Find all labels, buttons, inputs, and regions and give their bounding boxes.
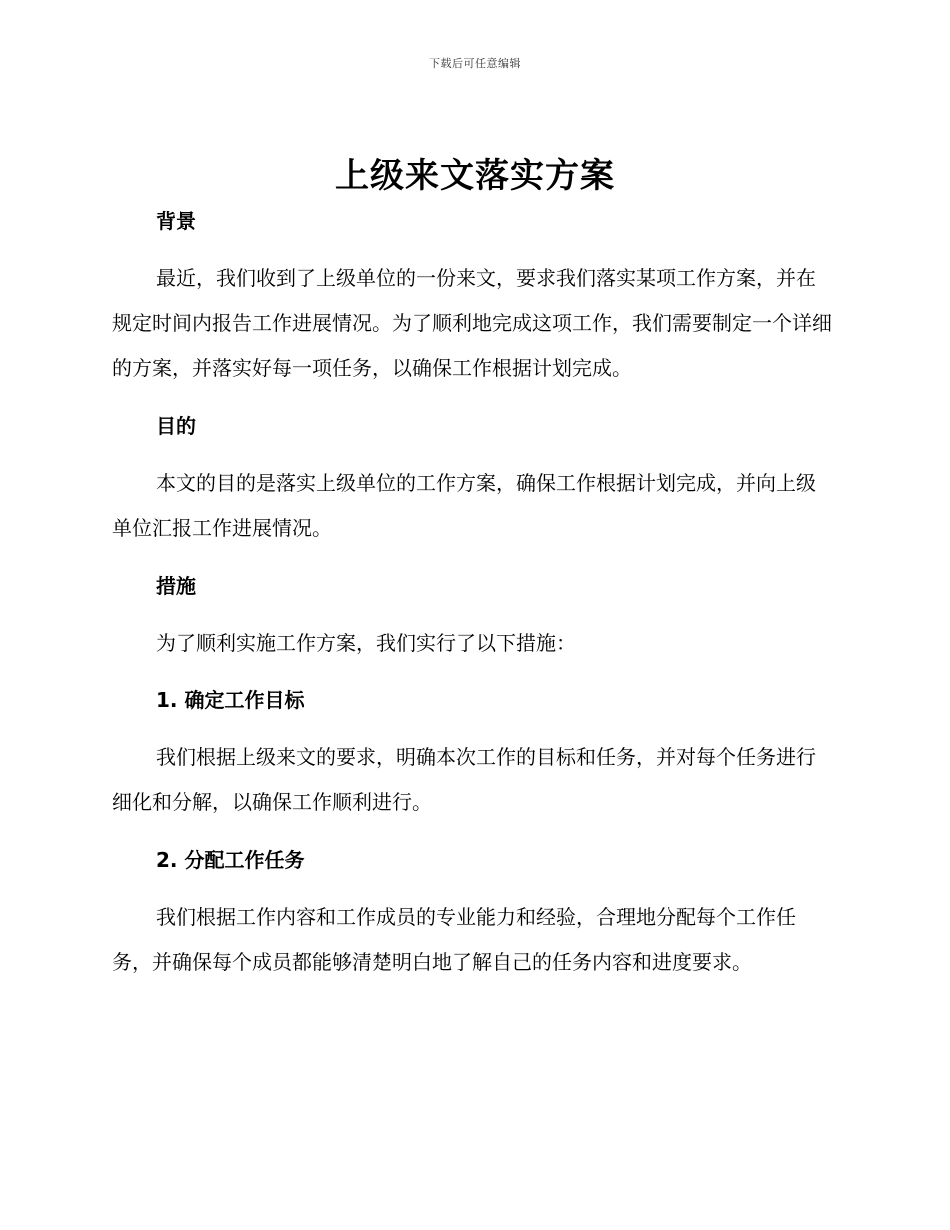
document-title: 上级来文落实方案 xyxy=(335,156,615,196)
section-heading: 背景 xyxy=(156,209,196,233)
section-heading: 2. 分配工作任务 xyxy=(156,848,305,872)
section-purpose xyxy=(112,404,832,551)
section-paragraph: 我们根据工作内容和工作成员的专业能力和经验，合理地分配每个工作任务，并确保每个成员都能够清楚明白地了解自己的任务内容和进度要求。 xyxy=(112,905,796,974)
section-heading: 1. 确定工作目标 xyxy=(156,688,305,712)
section-heading: 目的 xyxy=(156,414,196,438)
section-measures xyxy=(112,564,832,666)
section-paragraph: 本文的目的是落实上级单位的工作方案，确保工作根据计划完成，并向上级单位汇报工作进展情况。 xyxy=(112,471,816,540)
section-paragraph: 最近，我们收到了上级单位的一份来文，要求我们落实某项工作方案，并在规定时间内报告工作进展情况。为了顺利地完成这项工作，我们需要制定一个详细的方案，并落实好每一项任务，以确保工作根据计划完成。 xyxy=(112,266,832,380)
section-paragraph: 我们根据上级来文的要求，明确本次工作的目标和任务，并对每个任务进行细化和分解，以确保工作顺利进行。 xyxy=(112,745,816,814)
section-background xyxy=(112,199,832,391)
section-paragraph: 为了顺利实施工作方案，我们实行了以下措施： xyxy=(156,631,576,655)
section-heading: 措施 xyxy=(156,574,196,598)
section-task-assignment xyxy=(112,838,832,985)
section-goal xyxy=(112,678,832,825)
header-note: 下载后可任意编辑 xyxy=(429,57,521,70)
